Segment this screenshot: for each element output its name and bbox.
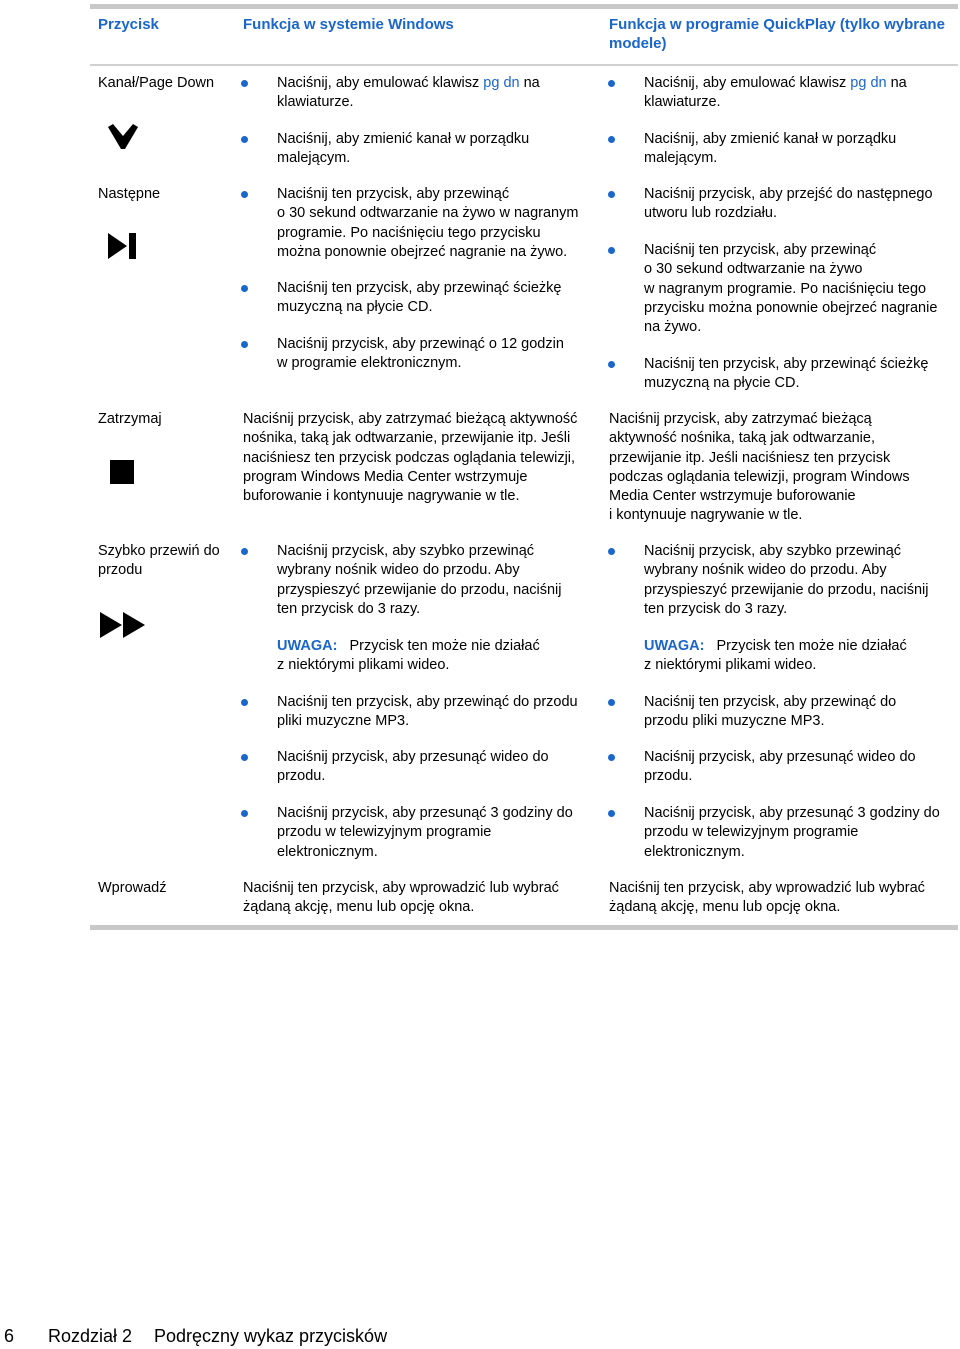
chevron-down-icon	[108, 124, 138, 150]
page-number: 6	[4, 1326, 15, 1346]
header-windows: Funkcja w systemie Windows	[243, 16, 454, 33]
header-rule	[90, 64, 958, 66]
note: UWAGA: Przycisk ten może nie działać z niektórymi plikami wideo.	[277, 638, 540, 674]
fast-forward-icon	[100, 612, 146, 638]
note: UWAGA: Przycisk ten może nie działać z niektórymi plikami wideo.	[644, 638, 907, 674]
table-top-rule	[90, 4, 958, 9]
row-name-stop: Zatrzymaj	[98, 411, 162, 427]
stop-icon	[110, 460, 135, 485]
enter-quickplay-text: Naciśnij ten przycisk, aby wprowadzić lub wybrać żądaną akcję, menu lub opcję okna.	[609, 880, 925, 916]
list-item: Naciśnij ten przycisk, aby przewinąć o 30 sekund odtwarzanie na żywo w nagranym programie. Po naciśnięciu tego przycisku można ponownie obejrzeć nagranie na żywo.	[277, 185, 602, 262]
list-item: Naciśnij przycisk, aby przesunąć wideo do przodu.	[644, 748, 959, 787]
note-label: UWAGA:	[277, 638, 338, 654]
note-label: UWAGA:	[644, 638, 705, 654]
chapter-title: Podręczny wykaz przycisków	[154, 1326, 388, 1346]
list-item: Naciśnij ten przycisk, aby przewinąć ścieżkę muzyczną na płycie CD.	[277, 279, 602, 318]
list-item: Naciśnij przycisk, aby przesunąć 3 godziny do przodu w telewizyjnym programie elektronicznym.	[277, 804, 602, 862]
row-name-channel-down: Kanał/Page Down	[98, 75, 215, 91]
list-item: Naciśnij, aby emulować klawisz pg dn na klawiaturze.	[277, 74, 602, 113]
stop-quickplay-text: Naciśnij przycisk, aby zatrzymać bieżącą aktywność nośnika, taką jak odtwarzanie, przewijanie itp. Jeśli naciśniesz ten przycisk podczas oglądania telewizji, program Windows Media Center wstrzymuje buforowanie i kontynuuje nagrywanie w tle.	[609, 411, 910, 524]
list-item: Naciśnij przycisk, aby przejść do następnego utworu lub rozdziału.	[644, 185, 959, 224]
enter-windows-text: Naciśnij ten przycisk, aby wprowadzić lub wybrać żądaną akcję, menu lub opcję okna.	[243, 880, 559, 916]
header-button: Przycisk	[98, 16, 159, 33]
list-item: Naciśnij, aby emulować klawisz pg dn na klawiaturze.	[644, 74, 959, 113]
list-item: Naciśnij przycisk, aby szybko przewinąć wybrany nośnik wideo do przodu. Aby przyspieszyć przewijanie do przodu, naciśnij ten przycisk do 3 razy.	[277, 542, 602, 619]
row-name-enter: Wprowadź	[98, 880, 167, 896]
list-item: Naciśnij przycisk, aby przesunąć wideo do przodu.	[277, 748, 602, 787]
row-name-next: Następne	[98, 186, 161, 202]
list-item: Naciśnij przycisk, aby przewinąć o 12 godzin w programie elektronicznym.	[277, 335, 602, 374]
list-item: Naciśnij przycisk, aby szybko przewinąć wybrany nośnik wideo do przodu. Aby przyspieszyć przewijanie do przodu, naciśnij ten przycisk do 3 razy.	[644, 542, 959, 619]
list-item: Naciśnij, aby zmienić kanał w porządku malejącym.	[644, 130, 959, 169]
header-quickplay: Funkcja w programie QuickPlay (tylko wybrane modele)	[609, 16, 945, 52]
stop-windows-text: Naciśnij przycisk, aby zatrzymać bieżącą aktywność nośnika, taką jak odtwarzanie, przewijanie itp. Jeśli naciśniesz ten przycisk podczas oglądania telewizji, program Windows Media Center wstrzymuje buforowanie i kontynuuje nagrywanie w tle.	[243, 411, 578, 505]
row-name-fast-forward: Szybko przewiń do przodu	[98, 543, 220, 579]
list-item: Naciśnij przycisk, aby przesunąć 3 godziny do przodu w telewizyjnym programie elektronicznym.	[644, 804, 959, 862]
table-bottom-rule	[90, 925, 958, 930]
list-item: Naciśnij ten przycisk, aby przewinąć ścieżkę muzyczną na płycie CD.	[644, 355, 959, 394]
list-item: Naciśnij ten przycisk, aby przewinąć o 30 sekund odtwarzanie na żywo w nagranym programie. Po naciśnięciu tego przycisku można ponownie obejrzeć nagranie na żywo.	[644, 241, 959, 337]
next-track-icon	[108, 233, 138, 259]
list-item: Naciśnij ten przycisk, aby przewinąć do przodu pliki muzyczne MP3.	[644, 693, 959, 732]
list-item: Naciśnij, aby zmienić kanał w porządku malejącym.	[277, 130, 602, 169]
list-item: Naciśnij ten przycisk, aby przewinąć do przodu pliki muzyczne MP3.	[277, 693, 602, 732]
chapter-label: Rozdział 2	[48, 1326, 133, 1346]
